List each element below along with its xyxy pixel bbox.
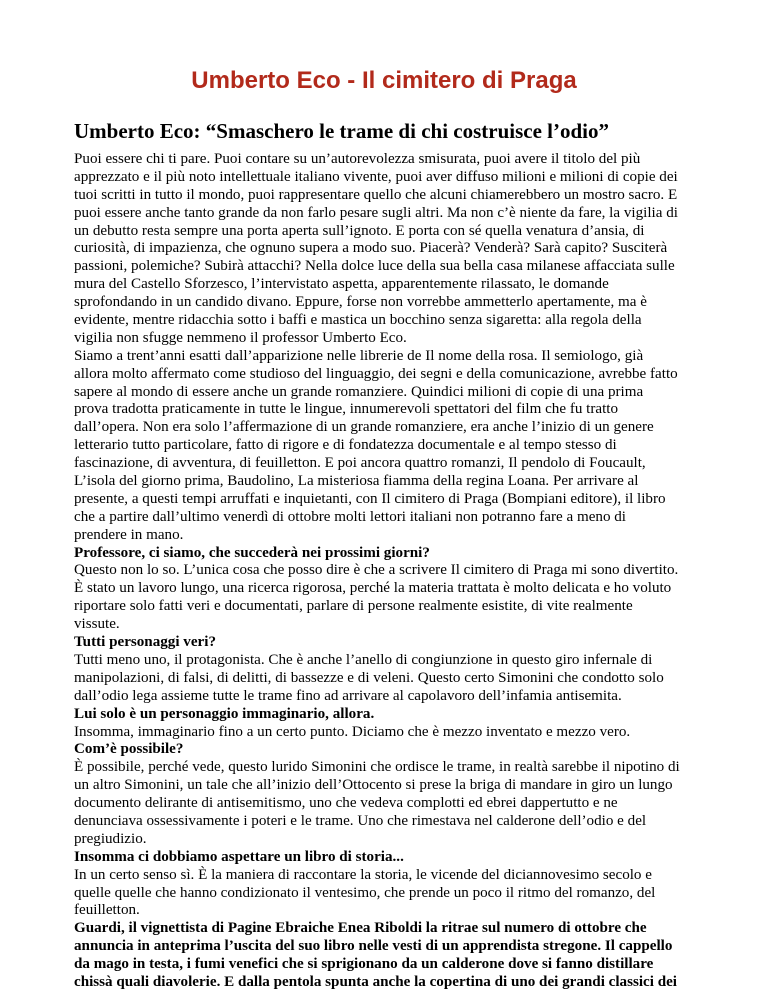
body-text-line: prova tradotta praticamente in tutte le lingue, innumerevoli spettatori del film che fu tratto xyxy=(74,401,619,418)
body-text-line: un debutto resta sempre una porta aperta sull’ignoto. E porta con sé quella venatura d’ansia, di xyxy=(74,222,645,239)
body-text-line: riportare solo fatti veri e documentati, parlare di persone realmente esistite, di vite realmente xyxy=(74,598,633,615)
body-text-line: pregiudizio. xyxy=(74,830,147,847)
body-text-line: presente, a questi tempi arruffati e inquietanti, con Il cimitero di Praga (Bompiani editore), il libro xyxy=(74,490,666,507)
body-text-line: È stato un lavoro lungo, una ricerca rigorosa, perché la materia trattata è molto delicata e ho voluto xyxy=(74,580,672,597)
body-text-line: quelle quelle che hanno condizionato il ventesimo, che prende un poco il ritmo del romanzo, del xyxy=(74,884,656,901)
body-text-line: Puoi essere chi ti pare. Puoi contare su un’autorevolezza smisurata, puoi avere il titolo del più xyxy=(74,151,641,167)
body-text-line: mura del Castello Sforzesco, l’intervistato aspetta, apparentemente rilassato, le domande xyxy=(74,276,609,293)
interview-question-line: Lui solo è un personaggio immaginario, allora. xyxy=(74,705,375,722)
body-text-line: vigilia non sfugge nemmeno il professor Umberto Eco. xyxy=(74,329,407,346)
body-text-line: puoi essere anche tanto grande da non farlo pesare sugli altri. Ma non c’è niente da fare, la vigilia di xyxy=(74,204,678,221)
body-text-line: prendere in mano. xyxy=(74,526,184,543)
body-text-line: È possibile, perché vede, questo lurido Simonini che ordisce le trame, in realtà sarebbe il nipotino di xyxy=(74,759,680,776)
body-text-line: curiosità, di impazienza, che ognuno supera a modo suo. Piacerà? Venderà? Sarà capito? Susciterà xyxy=(74,240,668,257)
body-text-line: vissute. xyxy=(74,616,120,633)
interview-question-line: Com’è possibile? xyxy=(74,741,184,758)
body-text-line: fascinazione, di avventura, di feuilletton. E poi ancora quattro romanzi, Il pendolo di Foucault, xyxy=(74,455,646,472)
body-text-line: Insomma, immaginario fino a un certo punto. Diciamo che è mezzo inventato e mezzo vero. xyxy=(74,723,631,740)
body-text-line: In un certo senso sì. È la maniera di raccontare la storia, le vicende del diciannovesimo secolo e xyxy=(74,866,652,883)
body-text-line: dall’opera. Non era solo l’affermazione di un grande romanziere, era anche l’inizio di un genere xyxy=(74,419,654,436)
body-text-line: un altro Simonini, un tale che all’inizio dell’Ottocento si prese la briga di mandare in giro un lungo xyxy=(74,777,673,794)
interview-question-line: Guardi, il vignettista di Pagine Ebraiche Enea Riboldi la ritrae sul numero di ottobre che xyxy=(74,920,647,937)
interview-question-line: Professore, ci siamo, che succederà nei prossimi giorni? xyxy=(74,544,430,561)
body-text-line: documento delirante di antisemitismo, uno che vedeva complotti ed ebrei dappertutto e ne xyxy=(74,795,618,812)
body-text-line: sprofondando in un candido divano. Eppure, forse non vorrebbe ammetterlo apertamente, ma è xyxy=(74,294,647,311)
interview-question-line: Tutti personaggi veri? xyxy=(74,634,216,651)
body-text-line: passioni, polemiche? Subirà attacchi? Nella dolce luce della sua bella casa milanese affacciata sulle xyxy=(74,258,675,275)
body-text-line: manipolazioni, di falsi, di delitti, di bassezze e di veleni. Questo certo Simonini che condotto solo xyxy=(74,669,664,686)
interview-question-line: Insomma ci dobbiamo aspettare un libro di storia... xyxy=(74,848,404,865)
body-text-line: dall’odio lega assieme tutte le trame fino ad arrivare al capolavoro dell’infamia antisemita. xyxy=(74,687,622,704)
body-text-line: denunciava ossessivamente i poteri e le trame. Uno che rimestava nel calderone dell’odio e del xyxy=(74,812,647,829)
body-text-line: evidente, mentre ridacchia sotto i baffi e mastica un bocchino senza sigaretta: alla regola della xyxy=(74,312,642,329)
interview-question-line: annuncia in anteprima l’uscita del suo libro nelle vesti di un apprendista stregone. Il cappello xyxy=(74,938,673,955)
body-text-line: Siamo a trent’anni esatti dall’apparizione nelle librerie de Il nome della rosa. Il semiologo, già xyxy=(74,347,644,364)
body-text-line: apprezzato e il più noto intellettuale italiano vivente, puoi aver diffuso milioni e milioni di copie dei xyxy=(74,168,678,185)
body-text-line: sapere al mondo di essere anche un grande romanziere. Quindici milioni di copie di una prima xyxy=(74,383,644,400)
interview-question-line: chissà quali diavolerie. E dalla pentola spunta anche la copertina di uno dei grandi classici dei xyxy=(74,973,677,990)
body-text-line: Tutti meno uno, il protagonista. Che è anche l’anello di congiunzione in questo giro infernale di xyxy=(74,651,653,668)
body-text-line: allora molto affermato come studioso del linguaggio, dei segni e della comunicazione, avrebbe fatto xyxy=(74,365,678,382)
body-text-line: feuilletton. xyxy=(74,902,140,919)
body-text-line: che a partire dall’ultimo venerdì di ottobre molti lettori italiani non potranno fare a meno di xyxy=(74,508,627,525)
article-body xyxy=(74,151,734,992)
document-title: Umberto Eco - Il cimitero di Praga xyxy=(191,67,577,94)
body-text-line: L’isola del giorno prima, Baudolino, La misteriosa fiamma della regina Loana. Per arrivare al xyxy=(74,473,639,490)
body-text-line: letterario tutto particolare, fatto di rigore e di fondatezza documentale e al tempo stesso di xyxy=(74,437,617,454)
body-text-line: Questo non lo so. L’unica cosa che posso dire è che a scrivere Il cimitero di Praga mi sono divertito. xyxy=(74,562,679,579)
body-text-line: tuoi scritti in tutto il mondo, puoi rappresentare quello che alcuni chiamerebbero un mostro sacro. E xyxy=(74,186,678,203)
article-headline: Umberto Eco: “Smaschero le trame di chi costruisce l’odio” xyxy=(74,119,610,143)
interview-question-line: da mago in testa, i fumi venefici che si sprigionano da un calderone dove si fanno distillare xyxy=(74,956,654,973)
